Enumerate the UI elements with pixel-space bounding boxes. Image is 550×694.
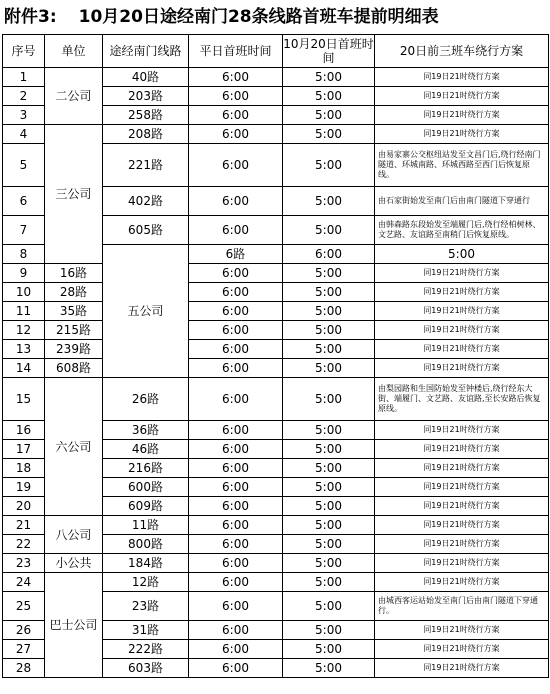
oct20-time-cell: 5:00 xyxy=(283,216,375,245)
weekday-time-cell: 6:00 xyxy=(189,516,283,535)
row-no: 15 xyxy=(3,378,45,421)
table-row xyxy=(3,516,549,535)
header-weekday-first: 平日首班时间 xyxy=(189,35,283,68)
oct20-time-cell: 5:00 xyxy=(283,421,375,440)
weekday-time-cell: 6:00 xyxy=(283,245,375,264)
row-no: 24 xyxy=(3,573,45,592)
row-no: 2 xyxy=(3,87,45,106)
weekday-time-cell: 6:00 xyxy=(189,302,283,321)
route-cell: 215路 xyxy=(45,321,103,340)
table-row xyxy=(3,573,549,592)
oct20-time-cell: 5:00 xyxy=(283,340,375,359)
table-row xyxy=(3,378,549,421)
route-cell: 216路 xyxy=(103,459,189,478)
oct20-time-cell: 5:00 xyxy=(283,554,375,573)
oct20-time-cell: 5:00 xyxy=(283,459,375,478)
scheme-cell: 同19日21时绕行方案 xyxy=(375,125,549,144)
route-cell: 16路 xyxy=(45,264,103,283)
row-no: 13 xyxy=(3,340,45,359)
table-body xyxy=(3,68,549,678)
scheme-cell: 同19日21时绕行方案 xyxy=(375,459,549,478)
oct20-time-cell: 5:00 xyxy=(283,187,375,216)
header-unit: 单位 xyxy=(45,35,103,68)
weekday-time-cell: 6:00 xyxy=(189,592,283,621)
oct20-time-cell: 5:00 xyxy=(283,621,375,640)
weekday-time-cell: 6:00 xyxy=(189,497,283,516)
route-cell: 221路 xyxy=(103,144,189,187)
route-cell: 402路 xyxy=(103,187,189,216)
route-cell: 184路 xyxy=(103,554,189,573)
row-no: 18 xyxy=(3,459,45,478)
row-no: 12 xyxy=(3,321,45,340)
scheme-cell: 同19日21时绕行方案 xyxy=(375,106,549,125)
scheme-cell: 同19日21时绕行方案 xyxy=(375,302,549,321)
weekday-time-cell: 6:00 xyxy=(189,340,283,359)
route-cell: 608路 xyxy=(45,359,103,378)
row-no: 20 xyxy=(3,497,45,516)
oct20-time-cell: 5:00 xyxy=(283,535,375,554)
unit-cell: 小公共 xyxy=(45,554,103,573)
route-cell: 208路 xyxy=(103,125,189,144)
table-row xyxy=(3,264,549,283)
scheme-cell: 同19日21时绕行方案 xyxy=(375,264,549,283)
scheme-cell: 同19日21时绕行方案 xyxy=(375,440,549,459)
weekday-time-cell: 6:00 xyxy=(189,144,283,187)
oct20-time-cell: 5:00 xyxy=(283,592,375,621)
route-cell: 12路 xyxy=(103,573,189,592)
oct20-time-cell: 5:00 xyxy=(283,440,375,459)
scheme-cell: 同19日21时绕行方案 xyxy=(375,573,549,592)
route-cell: 222路 xyxy=(103,640,189,659)
weekday-time-cell: 6:00 xyxy=(189,125,283,144)
route-cell: 11路 xyxy=(103,516,189,535)
scheme-cell: 由易家寨公交枢纽站发至文昌门后,绕行经南门隧道、环城南路、环城西路至西门后恢复原线。 xyxy=(375,144,549,187)
header-oct20-first: 10月20日首班时间 xyxy=(283,35,375,68)
row-no: 19 xyxy=(3,478,45,497)
scheme-cell: 同19日21时绕行方案 xyxy=(375,340,549,359)
route-cell: 239路 xyxy=(45,340,103,359)
row-no: 17 xyxy=(3,440,45,459)
route-cell: 600路 xyxy=(103,478,189,497)
weekday-time-cell: 6:00 xyxy=(189,535,283,554)
oct20-time-cell: 5:00 xyxy=(283,516,375,535)
table-row xyxy=(3,359,549,378)
unit-cell: 五公司 xyxy=(103,245,189,378)
scheme-cell: 同19日21时绕行方案 xyxy=(375,321,549,340)
weekday-time-cell: 6:00 xyxy=(189,440,283,459)
header-scheme: 20日前三班车绕行方案 xyxy=(375,35,549,68)
route-cell: 35路 xyxy=(45,302,103,321)
route-cell: 28路 xyxy=(45,283,103,302)
route-cell: 26路 xyxy=(103,378,189,421)
table-row xyxy=(3,283,549,302)
scheme-cell: 同19日21时绕行方案 xyxy=(375,478,549,497)
scheme-cell: 同19日21时绕行方案 xyxy=(375,87,549,106)
oct20-time-cell: 5:00 xyxy=(283,640,375,659)
oct20-time-cell: 5:00 xyxy=(283,497,375,516)
route-cell: 258路 xyxy=(103,106,189,125)
oct20-time-cell: 5:00 xyxy=(283,264,375,283)
weekday-time-cell: 6:00 xyxy=(189,421,283,440)
row-no: 22 xyxy=(3,535,45,554)
route-cell: 46路 xyxy=(103,440,189,459)
row-no: 21 xyxy=(3,516,45,535)
weekday-time-cell: 6:00 xyxy=(189,573,283,592)
oct20-time-cell: 5:00 xyxy=(283,302,375,321)
row-no: 6 xyxy=(3,187,45,216)
header-no: 序号 xyxy=(3,35,45,68)
row-no: 14 xyxy=(3,359,45,378)
row-no: 1 xyxy=(3,68,45,87)
scheme-cell: 同19日21时绕行方案 xyxy=(375,359,549,378)
table-row xyxy=(3,302,549,321)
scheme-cell: 由韩森路东段始发至端履门后,绕行经柏树林、文艺路、友谊路至南稍门后恢复原线。 xyxy=(375,216,549,245)
route-cell: 6路 xyxy=(189,245,283,264)
oct20-time-cell: 5:00 xyxy=(283,283,375,302)
table-row xyxy=(3,125,549,144)
route-cell: 36路 xyxy=(103,421,189,440)
route-cell: 603路 xyxy=(103,659,189,678)
table-row xyxy=(3,554,549,573)
route-cell: 31路 xyxy=(103,621,189,640)
oct20-time-cell: 5:00 xyxy=(283,573,375,592)
unit-cell: 三公司 xyxy=(45,125,103,264)
weekday-time-cell: 6:00 xyxy=(189,283,283,302)
page-title xyxy=(0,0,550,34)
oct20-time-cell: 5:00 xyxy=(283,68,375,87)
weekday-time-cell: 6:00 xyxy=(189,459,283,478)
weekday-time-cell: 6:00 xyxy=(189,359,283,378)
row-no: 28 xyxy=(3,659,45,678)
row-no: 4 xyxy=(3,125,45,144)
scheme-cell: 同19日21时绕行方案 xyxy=(375,554,549,573)
route-cell: 609路 xyxy=(103,497,189,516)
weekday-time-cell: 6:00 xyxy=(189,659,283,678)
scheme-cell: 由石家街始发至南门后由南门隧道下穿通行 xyxy=(375,187,549,216)
row-no: 27 xyxy=(3,640,45,659)
scheme-cell: 同19日21时绕行方案 xyxy=(375,421,549,440)
scheme-cell: 同19日21时绕行方案 xyxy=(375,68,549,87)
row-no: 7 xyxy=(3,216,45,245)
row-no: 5 xyxy=(3,144,45,187)
row-no: 26 xyxy=(3,621,45,640)
weekday-time-cell: 6:00 xyxy=(189,187,283,216)
scheme-cell: 同19日21时绕行方案 xyxy=(375,516,549,535)
title-prefix: 附件3: xyxy=(4,7,57,27)
unit-cell: 巴士公司 xyxy=(45,573,103,678)
row-no: 9 xyxy=(3,264,45,283)
oct20-time-cell: 5:00 xyxy=(283,359,375,378)
scheme-cell: 同19日21时绕行方案 xyxy=(375,640,549,659)
unit-cell: 八公司 xyxy=(45,516,103,554)
route-cell: 605路 xyxy=(103,216,189,245)
row-no: 25 xyxy=(3,592,45,621)
row-no: 11 xyxy=(3,302,45,321)
row-no: 10 xyxy=(3,283,45,302)
row-no: 23 xyxy=(3,554,45,573)
scheme-cell: 同19日21时绕行方案 xyxy=(375,535,549,554)
row-no: 16 xyxy=(3,421,45,440)
scheme-cell: 同19日21时绕行方案 xyxy=(375,659,549,678)
weekday-time-cell: 6:00 xyxy=(189,106,283,125)
oct20-time-cell: 5:00 xyxy=(375,245,549,264)
scheme-cell: 同19日21时绕行方案 xyxy=(375,497,549,516)
route-cell: 800路 xyxy=(103,535,189,554)
schedule-table xyxy=(2,34,549,678)
weekday-time-cell: 6:00 xyxy=(189,621,283,640)
scheme-cell: 同19日21时绕行方案 xyxy=(375,621,549,640)
oct20-time-cell: 5:00 xyxy=(283,125,375,144)
table-header-row xyxy=(3,35,549,68)
weekday-time-cell: 6:00 xyxy=(189,640,283,659)
table-row xyxy=(3,68,549,87)
oct20-time-cell: 5:00 xyxy=(283,478,375,497)
oct20-time-cell: 5:00 xyxy=(283,321,375,340)
scheme-cell: 同19日21时绕行方案 xyxy=(375,283,549,302)
unit-cell: 二公司 xyxy=(45,68,103,125)
oct20-time-cell: 5:00 xyxy=(283,378,375,421)
weekday-time-cell: 6:00 xyxy=(189,554,283,573)
weekday-time-cell: 6:00 xyxy=(189,216,283,245)
weekday-time-cell: 6:00 xyxy=(189,68,283,87)
table-row xyxy=(3,321,549,340)
route-cell: 23路 xyxy=(103,592,189,621)
weekday-time-cell: 6:00 xyxy=(189,264,283,283)
route-cell: 203路 xyxy=(103,87,189,106)
oct20-time-cell: 5:00 xyxy=(283,87,375,106)
unit-cell: 六公司 xyxy=(45,378,103,516)
oct20-time-cell: 5:00 xyxy=(283,144,375,187)
weekday-time-cell: 6:00 xyxy=(189,478,283,497)
oct20-time-cell: 5:00 xyxy=(283,106,375,125)
row-no: 8 xyxy=(3,245,45,264)
route-cell: 40路 xyxy=(103,68,189,87)
oct20-time-cell: 5:00 xyxy=(283,659,375,678)
weekday-time-cell: 6:00 xyxy=(189,378,283,421)
table-row xyxy=(3,340,549,359)
title-main: 10月20日途经南门28条线路首班车提前明细表 xyxy=(78,7,439,27)
header-route: 途经南门线路 xyxy=(103,35,189,68)
row-no: 3 xyxy=(3,106,45,125)
scheme-cell: 由城西客运站始发至南门后由南门隧道下穿通行。 xyxy=(375,592,549,621)
weekday-time-cell: 6:00 xyxy=(189,321,283,340)
weekday-time-cell: 6:00 xyxy=(189,87,283,106)
scheme-cell: 由梨园路和生国防始发至钟楼后,绕行经东大街、端履门、文艺路、友谊路,至长安路后恢复原线。 xyxy=(375,378,549,421)
